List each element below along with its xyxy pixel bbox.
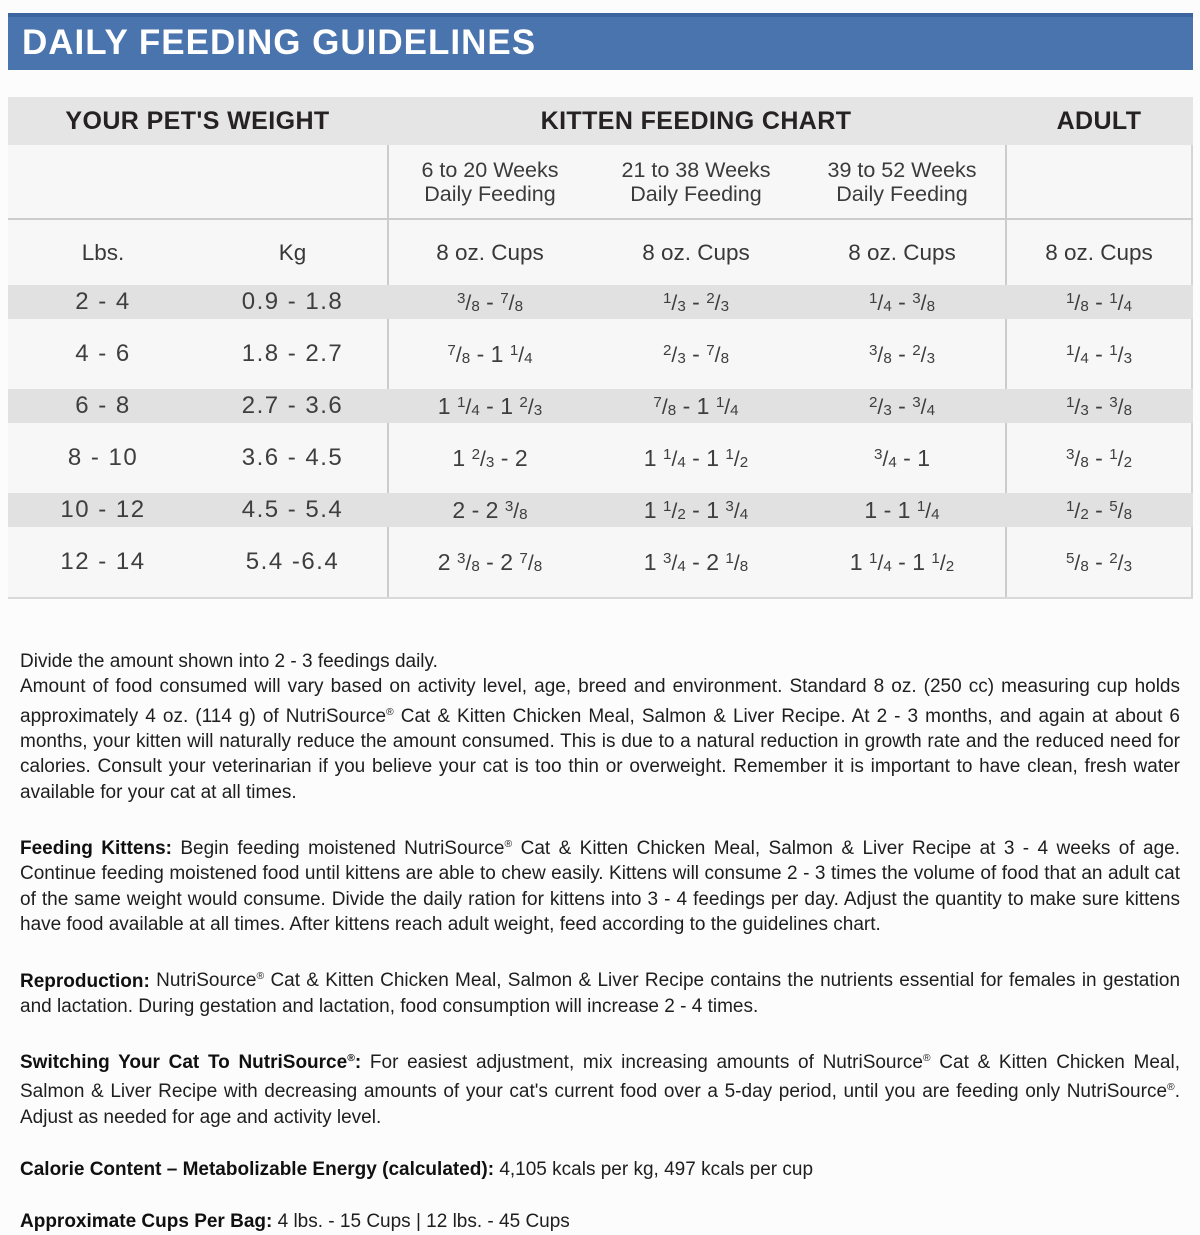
- feeding-adult-cell: $^5/_8 - ^2/_3$: [1065, 548, 1133, 575]
- table-row: [8, 389, 1193, 423]
- table-row: [8, 423, 1193, 493]
- feeding-39-52-cell: $^1/_4 - ^3/_8$: [868, 288, 936, 315]
- switching-label: Switching Your Cat To NutriSource®:: [20, 1052, 362, 1073]
- feeding-21-38-cell: $^2/_3 - ^7/_8$: [662, 340, 730, 367]
- divide-note: Divide the amount shown into 2 - 3 feedings daily.: [20, 651, 438, 672]
- weight-lbs-cell: 6 - 8: [75, 392, 131, 419]
- table-row: [8, 493, 1193, 527]
- weight-lbs-cell: 10 - 12: [60, 496, 146, 523]
- feeding-adult-cell: $^1/_8 - ^1/_4$: [1065, 288, 1133, 315]
- cups-per-bag-line: Approximate Cups Per Bag: 4 lbs. - 15 Cups | 12 lbs. - 45 Cups: [20, 1211, 570, 1233]
- feeding-table: [8, 97, 1193, 599]
- table-week-header-row: [8, 145, 1193, 220]
- weight-kg-cell: 1.8 - 2.7: [241, 340, 344, 367]
- unit-lbs: Lbs.: [81, 239, 125, 265]
- feeding-kittens-paragraph: Feeding Kittens: Begin feeding moistened NutriSource® Cat & Kitten Chicken Meal, Salmon & Liver Recipe at 3 - 4 weeks of age. Continue feeding moistened food until kittens are able to chew easily. Kittens will consume 2 - 3 times the volume of food that an adult cat of the same weight would consume. Divide the daily ration for kittens into 3 - 4 feedings per day. Adjust the quantity to make sure kittens have food available at all times. After kittens reach adult weight, feed according to the guidelines chart.: [20, 838, 1180, 936]
- header-kitten-feeding-chart: KITTEN FEEDING CHART: [540, 106, 852, 135]
- feeding-guidelines-page: [0, 13, 1200, 1233]
- feeding-6-20-cell: $^3/_8 - ^7/_8$: [456, 288, 524, 315]
- feeding-adult-cell: $^3/_8 - ^1/_2$: [1065, 444, 1133, 471]
- page-title: DAILY FEEDING GUIDELINES: [22, 22, 537, 62]
- feeding-6-20-cell: 1 $^1/_4 - 1$ $^2/_3$: [437, 392, 543, 419]
- feeding-21-38-cell: 1 $^3/_4 - 2$ $^1/_8$: [643, 548, 749, 575]
- feeding-39-52-cell: $^2/_3 - ^3/_4$: [868, 392, 936, 419]
- feeding-adult-cell: $^1/_2 - ^5/_8$: [1065, 496, 1133, 523]
- weight-kg-cell: 5.4 -6.4: [245, 548, 340, 575]
- feeding-adult-cell: $^1/_4 - ^1/_3$: [1065, 340, 1133, 367]
- header-your-pets-weight: YOUR PET'S WEIGHT: [65, 106, 330, 135]
- feeding-6-20-cell: 1 $^2/_3 - 2$: [452, 444, 528, 471]
- weight-lbs-cell: 4 - 6: [75, 340, 131, 367]
- weight-lbs-cell: 8 - 10: [67, 444, 139, 471]
- switching-paragraph: Switching Your Cat To NutriSource®: For easiest adjustment, mix increasing amounts of NutriSource® Cat & Kitten Chicken Meal, Salmon & Liver Recipe with decreasing amounts of your cat's current food over a 5-day period, until you are feeding only NutriSource®. Adjust as needed for age and activity level.: [20, 1052, 1180, 1128]
- feeding-21-38-cell: 1 $^1/_2 - 1$ $^3/_4$: [643, 496, 749, 523]
- feeding-39-52-cell: 1 - 1 $^1/_4$: [864, 496, 940, 523]
- table-row: [8, 527, 1193, 597]
- table-row: [8, 319, 1193, 389]
- feeding-6-20-cell: 2 $^3/_8 - 2$ $^7/_8$: [437, 548, 543, 575]
- header-weeks-6-20: 6 to 20 Weeks Daily Feeding: [421, 157, 559, 206]
- feeding-table-body: [8, 285, 1193, 597]
- calorie-content-line: Calorie Content – Metabolizable Energy (calculated): 4,105 kcals per kg, 497 kcals per cup: [20, 1159, 814, 1180]
- general-note: Amount of food consumed will vary based on activity level, age, breed and environment. Standard 8 oz. (250 cc) measuring cup holds approximately 4 oz. (114 g) of NutriSource® Cat & Kitten Chicken Meal, Salmon & Liver Recipe. At 2 - 3 months, and again at about 6 months, your kitten will naturally reduce the amount consumed. This is due to a natural reduction in growth rate and the reduced need for calories. Consult your veterinarian if you believe your cat is too thin or overweight. Remember it is important to have clean, fresh water available for your cat at all times.: [20, 676, 1180, 803]
- header-adult: ADULT: [1056, 106, 1142, 135]
- weight-kg-cell: 4.5 - 5.4: [241, 496, 344, 523]
- table-section-header-row: [8, 97, 1193, 145]
- weight-kg-cell: 2.7 - 3.6: [241, 392, 344, 419]
- unit-cups-adult: 8 oz. Cups: [1045, 239, 1153, 265]
- feeding-39-52-cell: $^3/_8 - ^2/_3$: [868, 340, 936, 367]
- weight-kg-cell: 0.9 - 1.8: [241, 288, 344, 315]
- notes-section: [0, 599, 1200, 1235]
- feeding-21-38-cell: $^1/_3 - ^2/_3$: [662, 288, 730, 315]
- unit-cups-21-38: 8 oz. Cups: [642, 239, 750, 265]
- weight-lbs-cell: 12 - 14: [60, 548, 146, 575]
- header-weeks-39-52: 39 to 52 Weeks Daily Feeding: [827, 157, 977, 206]
- feeding-39-52-cell: 1 $^1/_4 - 1$ $^1/_2$: [849, 548, 955, 575]
- feeding-6-20-cell: 2 - 2 $^3/_8$: [452, 496, 528, 523]
- calorie-content-label: Calorie Content – Metabolizable Energy (calculated):: [20, 1159, 495, 1180]
- table-row: [8, 285, 1193, 319]
- feeding-21-38-cell: 1 $^1/_4 - 1$ $^1/_2$: [643, 444, 749, 471]
- title-bar: [8, 13, 1193, 70]
- weight-kg-cell: 3.6 - 4.5: [241, 444, 344, 471]
- feeding-39-52-cell: $^3/_4 - 1$: [873, 444, 931, 471]
- reproduction-paragraph: Reproduction: NutriSource® Cat & Kitten Chicken Meal, Salmon & Liver Recipe contains the nutrients essential for females in gestation and lactation. During gestation and lactation, food consumption will increase 2 - 4 times.: [20, 970, 1181, 1017]
- unit-cups-39-52: 8 oz. Cups: [848, 239, 956, 265]
- weight-lbs-cell: 2 - 4: [75, 288, 131, 315]
- feeding-kittens-label: Feeding Kittens:: [20, 838, 172, 859]
- feeding-21-38-cell: $^7/_8 - 1$ $^1/_4$: [653, 392, 739, 419]
- unit-kg: Kg: [278, 239, 307, 265]
- table-unit-row: [8, 220, 1193, 285]
- feeding-adult-cell: $^1/_3 - ^3/_8$: [1065, 392, 1133, 419]
- reproduction-label: Reproduction:: [20, 970, 150, 992]
- unit-cups-6-20: 8 oz. Cups: [436, 239, 544, 265]
- feeding-6-20-cell: $^7/_8 - 1$ $^1/_4$: [447, 340, 533, 367]
- header-weeks-21-38: 21 to 38 Weeks Daily Feeding: [621, 157, 771, 206]
- cups-per-bag-label: Approximate Cups Per Bag:: [20, 1211, 273, 1233]
